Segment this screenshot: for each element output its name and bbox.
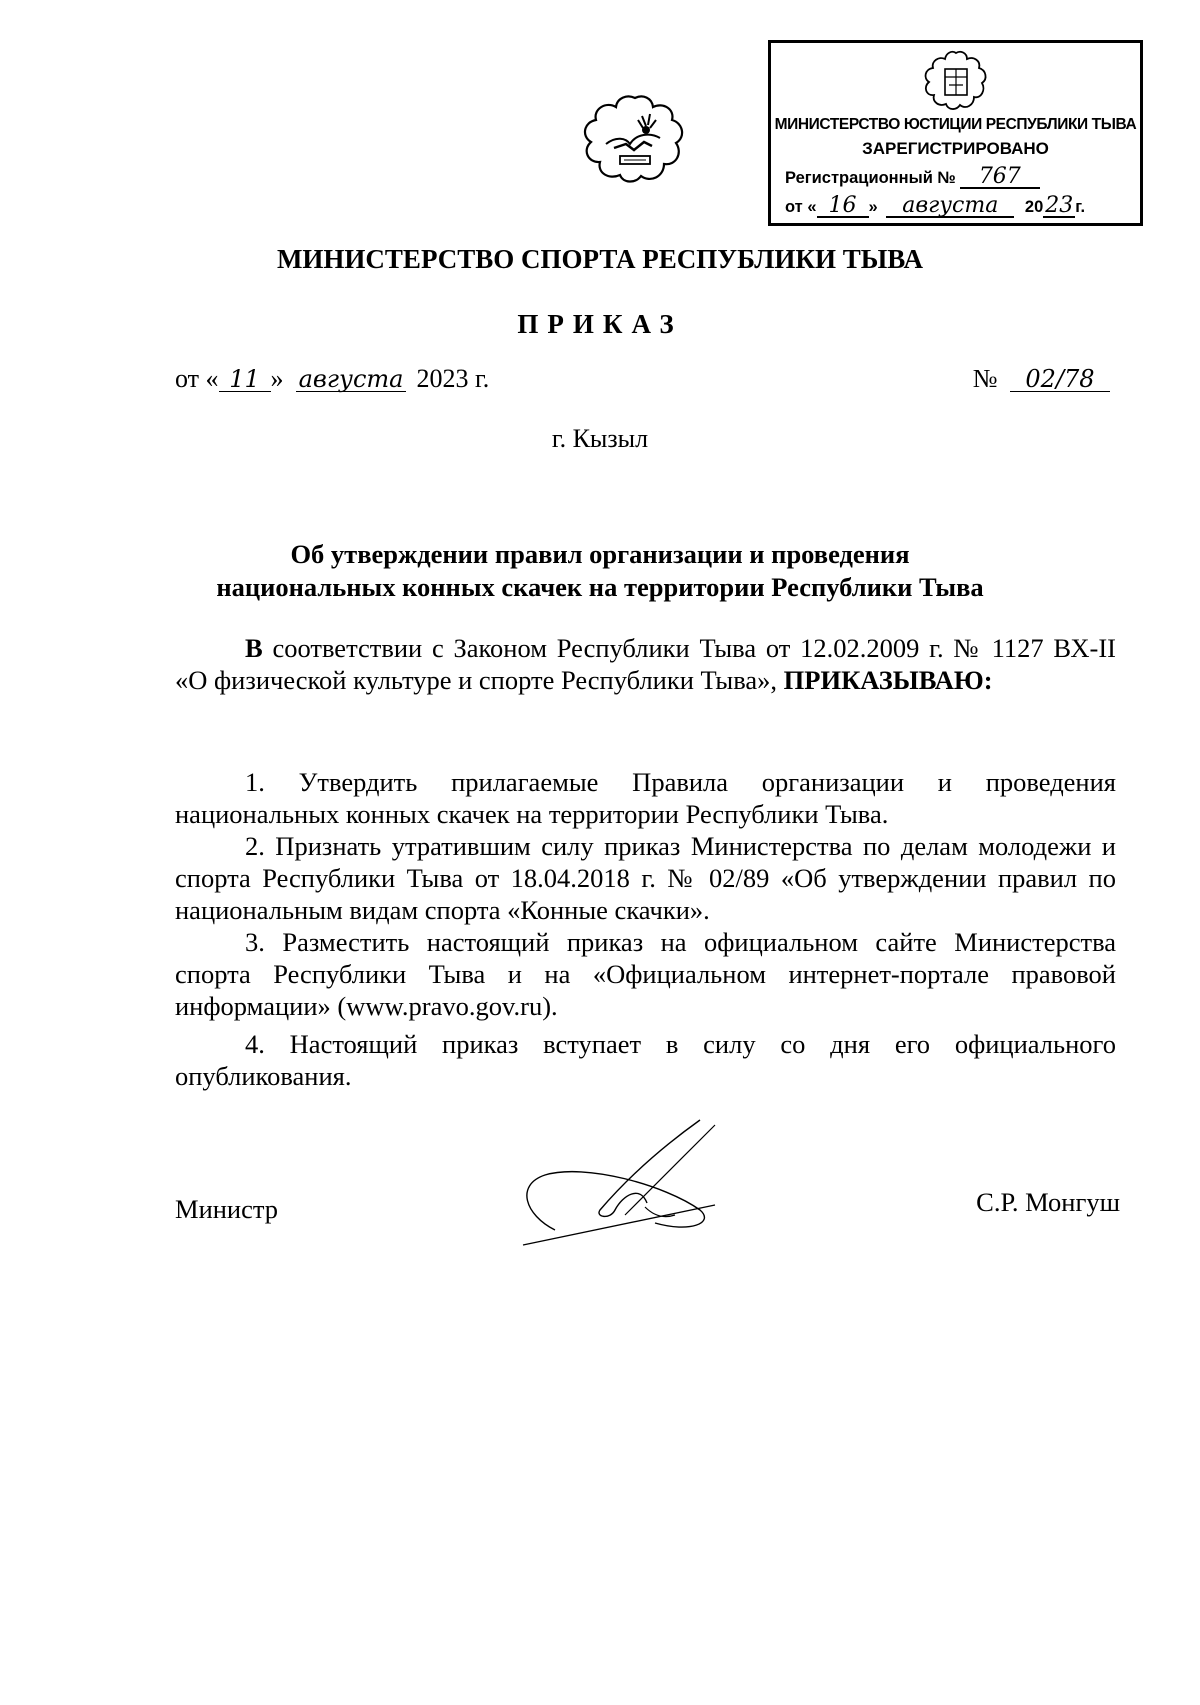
order-subject-line-1: Об утверждении правил организации и проведения xyxy=(290,539,910,569)
order-date-day: 11 xyxy=(219,367,271,392)
stamp-registered-label: ЗАРЕГИСТРИРОВАНО xyxy=(862,139,1049,158)
order-item: 1. Утвердить прилагаемые Правила организации и проведения национальных конных скачек на территории Республики Тыва. xyxy=(175,767,1116,829)
order-number-label: № xyxy=(972,364,998,393)
preamble-bold-start: В xyxy=(245,633,263,663)
preamble-command: ПРИКАЗЫВАЮ: xyxy=(783,665,993,695)
order-items xyxy=(175,766,1116,1092)
order-date-sep: » xyxy=(270,364,284,393)
stamp-registration-line xyxy=(785,166,1040,189)
stamp-date-year-suffix: 23 xyxy=(1045,193,1074,218)
ministry-title: МИНИСТЕРСТВО СПОРТА РЕСПУБЛИКИ ТЫВА xyxy=(276,244,924,274)
preamble xyxy=(175,632,1116,696)
signatory-role: Министр xyxy=(175,1194,279,1224)
signatory-name: С.Р. Монгуш xyxy=(976,1187,1120,1217)
order-item: 4. Настоящий приказ вступает в силу со дня его официального опубликования. xyxy=(175,1029,1116,1091)
stamp-ministry-name: МИНИСТЕРСТВО ЮСТИЦИИ РЕСПУБЛИКИ ТЫВА xyxy=(774,116,1137,133)
stamp-date-month: августа xyxy=(886,195,1014,218)
stamp-date-day: 16 xyxy=(817,195,869,218)
stamp-date-sep: » xyxy=(868,198,878,216)
order-item: 2. Признать утратившим силу приказ Министерства по делам молодежи и спорта Республики Тыва от 18.04.2018 г. № 02/89 «Об утверждении правил по национальным видам спорта «Конные скачки». xyxy=(175,831,1116,925)
order-date-month: августа xyxy=(296,367,406,392)
order-number-value: 02/78 xyxy=(1010,367,1110,392)
order-number xyxy=(973,364,1110,394)
stamp-reg-number: 767 xyxy=(960,166,1040,189)
stamp-date-year-prefix: 20 xyxy=(1024,198,1044,216)
order-item: 3. Разместить настоящий приказ на официальном сайте Министерства спорта Республики Тыва и на «Официальном интернет-портале правовой информации» (www.pravo.gov.ru). xyxy=(175,927,1116,1021)
order-date xyxy=(175,364,489,394)
order-subject xyxy=(0,538,1200,604)
preamble-text: соответствии с Законом Республики Тыва от 12.02.2009 г. № 1127 ВХ-II «О физической культуре и спорте Республики Тыва», xyxy=(175,633,1116,695)
order-date-year: 2023 г. xyxy=(416,364,490,393)
stamp-emblem-icon xyxy=(923,49,989,115)
tuva-emblem-icon xyxy=(580,92,690,187)
order-subject-line-2: национальных конных скачек на территории Республики Тыва xyxy=(216,572,984,602)
preamble-paragraph xyxy=(175,632,1116,696)
stamp-date-end: г. xyxy=(1075,198,1086,216)
stamp-date-prefix: от « xyxy=(785,198,817,216)
order-title: ПРИКАЗ xyxy=(517,309,683,339)
stamp-reg-label: Регистрационный № xyxy=(785,169,956,187)
city: г. Кызыл xyxy=(551,424,649,453)
registration-stamp xyxy=(768,40,1143,226)
stamp-date-line xyxy=(785,195,1085,218)
order-date-prefix: от « xyxy=(175,364,219,393)
handwritten-signature xyxy=(515,1115,735,1265)
